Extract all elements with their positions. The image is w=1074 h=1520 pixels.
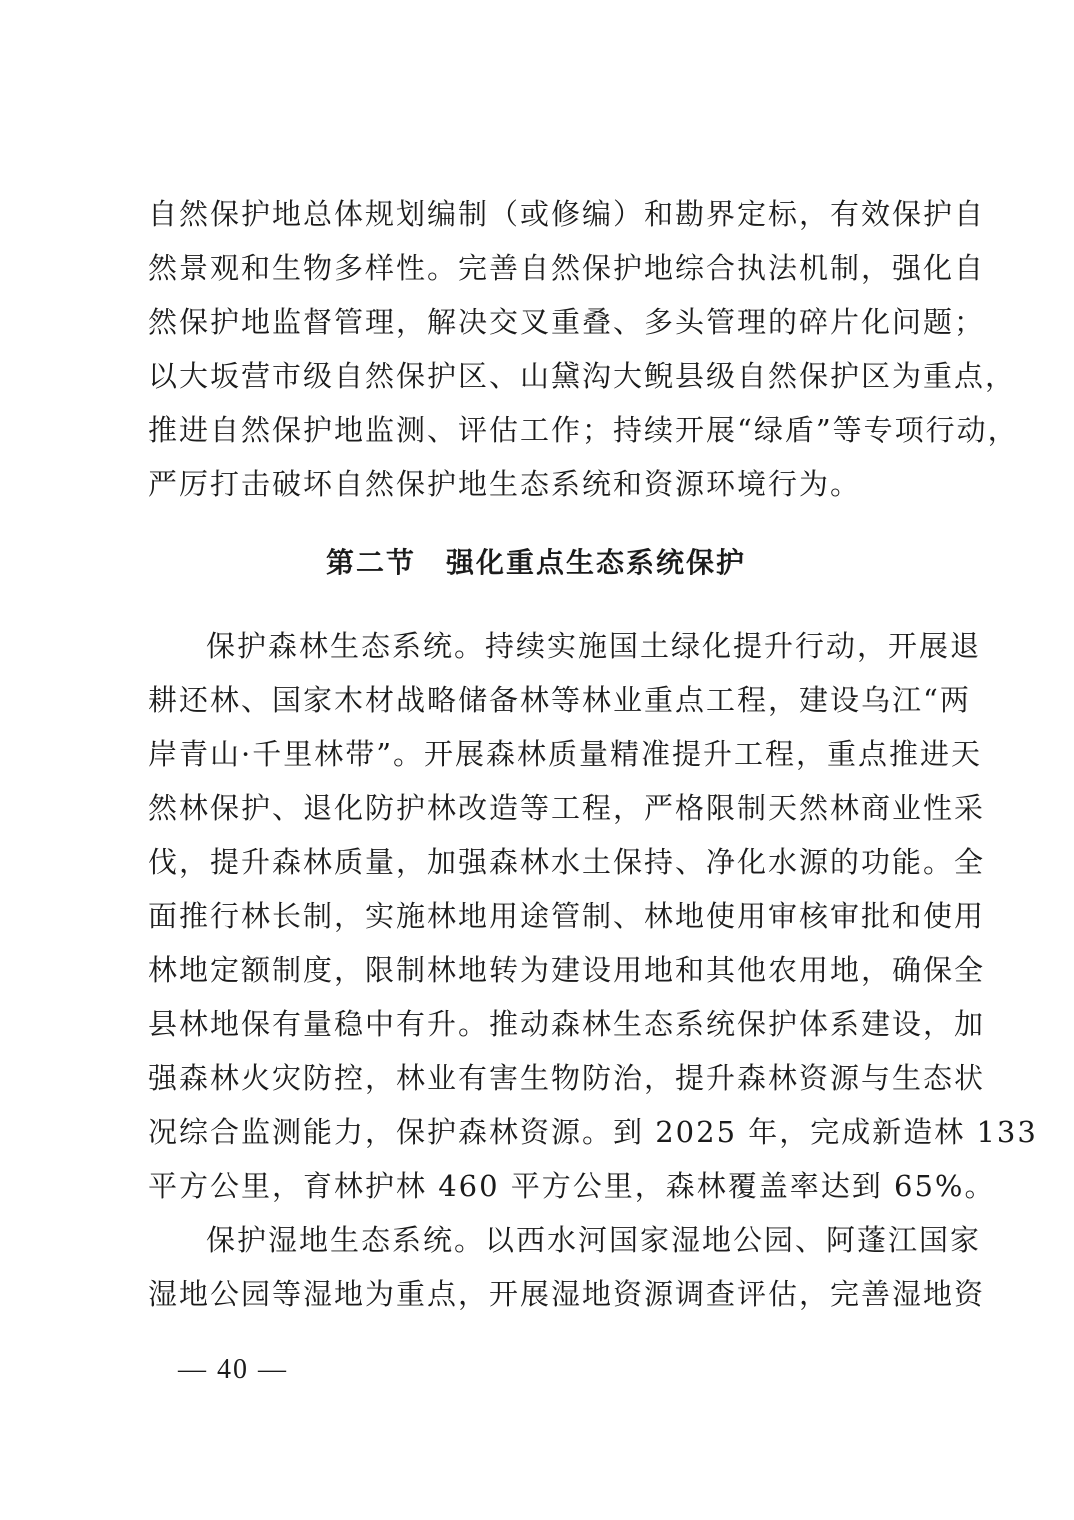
paragraph-line: 推进自然保护地监测、评估工作；持续开展“绿盾”等专项行动，: [148, 413, 1019, 447]
paragraph-line: 平方公里，育林护林 460 平方公里，森林覆盖率达到 65%。: [148, 1169, 996, 1203]
paragraph-line: 保护湿地生态系统。以西水河国家湿地公园、阿蓬江国家: [206, 1223, 982, 1257]
paragraph-line: 自然保护地总体规划编制（或修编）和勘界定标，有效保护自: [148, 197, 986, 231]
paragraph-line: 然林保护、退化防护林改造等工程，严格限制天然林商业性采: [148, 791, 986, 825]
paragraph-line: 然保护地监督管理，解决交叉重叠、多头管理的碎片化问题；: [148, 305, 986, 339]
page-number: — 40 —: [178, 1354, 288, 1385]
section-number: 第二节: [325, 546, 416, 579]
section-title: 强化重点生态系统保护: [446, 546, 747, 579]
paragraph-line: 面推行林长制，实施林地用途管制、林地使用审核审批和使用: [148, 899, 986, 933]
paragraph-line: 况综合监测能力，保护森林资源。到 2025 年，完成新造林 133: [148, 1115, 1038, 1149]
paragraph-line: 强森林火灾防控，林业有害生物防治，提升森林资源与生态状: [148, 1061, 986, 1095]
paragraph-line: 湿地公园等湿地为重点，开展湿地资源调查评估，完善湿地资: [148, 1277, 986, 1311]
paragraph-line: 以大坂营市级自然保护区、山黛沟大鲵县级自然保护区为重点，: [148, 359, 1017, 393]
paragraph-line: 耕还林、国家木材战略储备林等林业重点工程，建设乌江“两: [148, 683, 971, 717]
paragraph-line: 岸青山·千里林带”。开展森林质量精准提升工程，重点推进天: [148, 737, 983, 771]
paragraph-line: 保护森林生态系统。持续实施国土绿化提升行动，开展退: [206, 629, 982, 663]
paragraph-line: 然景观和生物多样性。完善自然保护地综合执法机制，强化自: [148, 251, 986, 285]
paragraph-line: 林地定额制度，限制林地转为建设用地和其他农用地，确保全: [148, 953, 986, 987]
paragraph-line: 县林地保有量稳中有升。推动森林生态系统保护体系建设，加: [148, 1007, 986, 1041]
paragraph-line: 严厉打击破坏自然保护地生态系统和资源环境行为。: [148, 467, 862, 501]
section-heading: [148, 541, 924, 585]
paragraph-line: 伐，提升森林质量，加强森林水土保持、净化水源的功能。全: [148, 845, 986, 879]
